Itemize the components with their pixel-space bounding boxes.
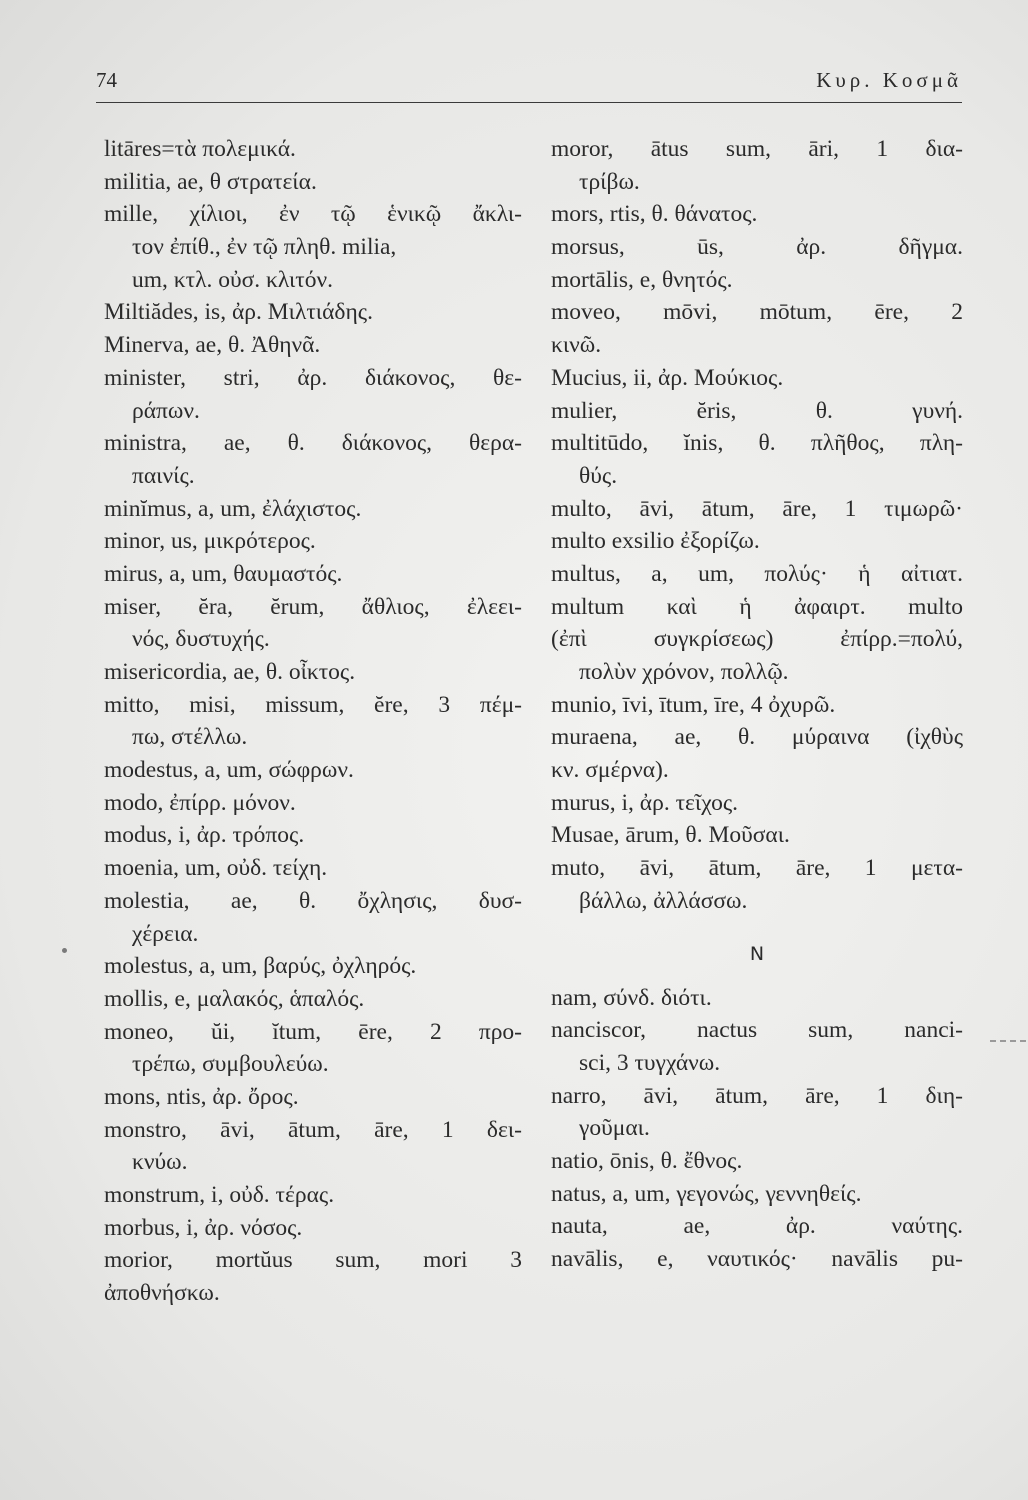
- running-head: Κυρ. Κοσμᾶ: [816, 68, 962, 92]
- dictionary-line: morior, mortŭus sum, mori 3: [104, 1247, 522, 1274]
- dictionary-line: κινῶ.: [551, 332, 602, 359]
- left-column: [104, 133, 522, 1310]
- dictionary-line: minor, us, μικρότερος.: [104, 528, 316, 555]
- dictionary-line: mors, rtis, θ. θάνατος.: [551, 201, 758, 228]
- dictionary-line: misericordia, ae, θ. οἶκτος.: [104, 659, 356, 685]
- dictionary-line: Miltiădes, is, ἀρ. Μιλτιάδης.: [104, 299, 373, 326]
- dictionary-line: Mucius, ii, ἀρ. Μούκιος.: [551, 364, 784, 391]
- dictionary-line: molestia, ae, θ. ὄχλησις, δυσ-: [104, 887, 522, 914]
- dictionary-line: militia, ae, θ στρατεία.: [104, 168, 317, 195]
- dictionary-line: Minerva, ae, θ. Ἀθηνᾶ.: [104, 332, 321, 359]
- dictionary-line: litāres=τὰ πολεμικά.: [104, 136, 296, 162]
- dictionary-line: navālis, e, ναυτικός· navālis pu-: [551, 1246, 963, 1272]
- dictionary-line: um, κτλ. οὐσ. κλιτόν.: [132, 266, 333, 293]
- dictionary-line: nanciscor, nactus sum, nanci-: [551, 1017, 963, 1044]
- dictionary-line: τρέπω, συμβουλεύω.: [132, 1051, 329, 1078]
- dictionary-line: moveo, mōvi, mōtum, ēre, 2: [551, 299, 963, 326]
- dictionary-line: πω, στέλλω.: [132, 724, 248, 751]
- dictionary-line: mitto, misi, missum, ĕre, 3 πέμ-: [104, 691, 522, 718]
- dictionary-line: γοῦμαι.: [579, 1115, 650, 1142]
- dictionary-line: monstro, āvi, ātum, āre, 1 δει-: [104, 1116, 522, 1143]
- dictionary-line: multitūdo, ĭnis, θ. πλῆθος, πλη-: [551, 430, 963, 457]
- right-column-n-entries: [551, 982, 963, 1276]
- dictionary-line: νός, δυστυχής.: [132, 626, 270, 653]
- dictionary-line: nam, σύνδ. διότι.: [551, 984, 712, 1011]
- dictionary-line: murus, i, ἀρ. τεῖχος.: [551, 789, 739, 816]
- page-header: [96, 68, 962, 103]
- dictionary-line: mirus, a, um, θαυμαστός.: [104, 560, 343, 587]
- dictionary-line: monstrum, i, οὐδ. τέρας.: [104, 1182, 335, 1208]
- dictionary-line: βάλλω, ἀλλάσσω.: [579, 887, 748, 914]
- dictionary-line: natio, ōnis, θ. ἔθνος.: [551, 1147, 743, 1174]
- dictionary-line: morbus, i, ἀρ. νόσος.: [104, 1214, 303, 1241]
- dictionary-line: muto, āvi, ātum, āre, 1 μετα-: [551, 855, 963, 882]
- dictionary-line: τον ἐπίθ., ἐν τῷ πληθ. milia,: [132, 234, 397, 261]
- dictionary-line: sci, 3 τυγχάνω.: [579, 1049, 721, 1076]
- dictionary-line: multo, āvi, ātum, āre, 1 τιμωρῶ·: [551, 495, 963, 522]
- dictionary-line: multo exsilio ἐξορίζω.: [551, 528, 760, 555]
- dictionary-line: χέρεια.: [132, 920, 199, 947]
- dictionary-line: multum καὶ ἡ ἀφαιρτ. multo: [551, 593, 963, 620]
- print-speck: [62, 948, 67, 953]
- dictionary-line: mille, χίλιοι, ἐν τῷ ἑνικῷ ἄκλι-: [104, 201, 522, 228]
- dictionary-line: ἀποθνήσκω.: [104, 1280, 220, 1307]
- right-column-m-entries: [551, 133, 963, 918]
- dictionary-line: Musae, ārum, θ. Μοῦσαι.: [551, 822, 790, 849]
- right-column: [551, 133, 963, 1276]
- dictionary-line: κνύω.: [132, 1149, 188, 1176]
- dictionary-line: munio, īvi, ītum, īre, 4 ὀχυρῶ.: [551, 691, 836, 718]
- dictionary-line: mollis, e, μαλακός, ἁπαλός.: [104, 985, 365, 1012]
- dictionary-line: nauta, ae, ἀρ. ναύτης.: [551, 1213, 963, 1240]
- dictionary-line: modo, ἐπίρρ. μόνον.: [104, 789, 296, 816]
- dictionary-line: mulier, ĕris, θ. γυνή.: [551, 397, 963, 424]
- page-number: 74: [96, 68, 117, 92]
- dictionary-line: κν. σμέρνα).: [551, 757, 669, 784]
- dictionary-line: minĭmus, a, um, ἐλάχιστος.: [104, 495, 362, 522]
- dictionary-line: πολὺν χρόνον, πολλῷ.: [579, 659, 789, 685]
- dictionary-line: modestus, a, um, σώφρων.: [104, 757, 354, 784]
- dictionary-line: muraena, ae, θ. μύραινα (ἰχθὺς: [551, 724, 963, 751]
- dictionary-line: modus, i, ἀρ. τρόπος.: [104, 822, 305, 849]
- dictionary-line: moenia, um, οὐδ. τείχη.: [104, 855, 328, 882]
- dictionary-line: narro, āvi, ātum, āre, 1 διη-: [551, 1082, 963, 1109]
- dictionary-line: τρίβω.: [579, 168, 640, 195]
- dictionary-line: minister, stri, ἀρ. διάκονος, θε-: [104, 364, 522, 391]
- dictionary-line: ministra, ae, θ. διάκονος, θερα-: [104, 430, 522, 457]
- dictionary-line: natus, a, um, γεγονώς, γεννηθείς.: [551, 1180, 862, 1207]
- dictionary-line: ράπων.: [132, 397, 200, 424]
- show-through-mark: [990, 1040, 1028, 1042]
- dictionary-line: (ἐπὶ συγκρίσεως) ἐπίρρ.=πολύ,: [551, 626, 963, 653]
- dictionary-line: molestus, a, um, βαρύς, ὀχληρός.: [104, 953, 417, 980]
- dictionary-line: moneo, ŭi, ĭtum, ēre, 2 προ-: [104, 1018, 522, 1045]
- dictionary-line: παινίς.: [132, 462, 195, 489]
- dictionary-line: miser, ĕra, ĕrum, ἄθλιος, ἐλεει-: [104, 593, 522, 620]
- dictionary-line: moror, ātus sum, āri, 1 δια-: [551, 136, 963, 162]
- dictionary-line: θύς.: [579, 462, 618, 489]
- dictionary-line: mortālis, e, θνητός.: [551, 266, 733, 293]
- letter-heading-n: N: [749, 942, 765, 965]
- dictionary-line: mons, ntis, ἀρ. ὄρος.: [104, 1083, 299, 1110]
- dictionary-line: multus, a, um, πολύς· ἡ αἰτιατ.: [551, 560, 963, 587]
- dictionary-line: morsus, ūs, ἀρ. δῆγμα.: [551, 234, 963, 261]
